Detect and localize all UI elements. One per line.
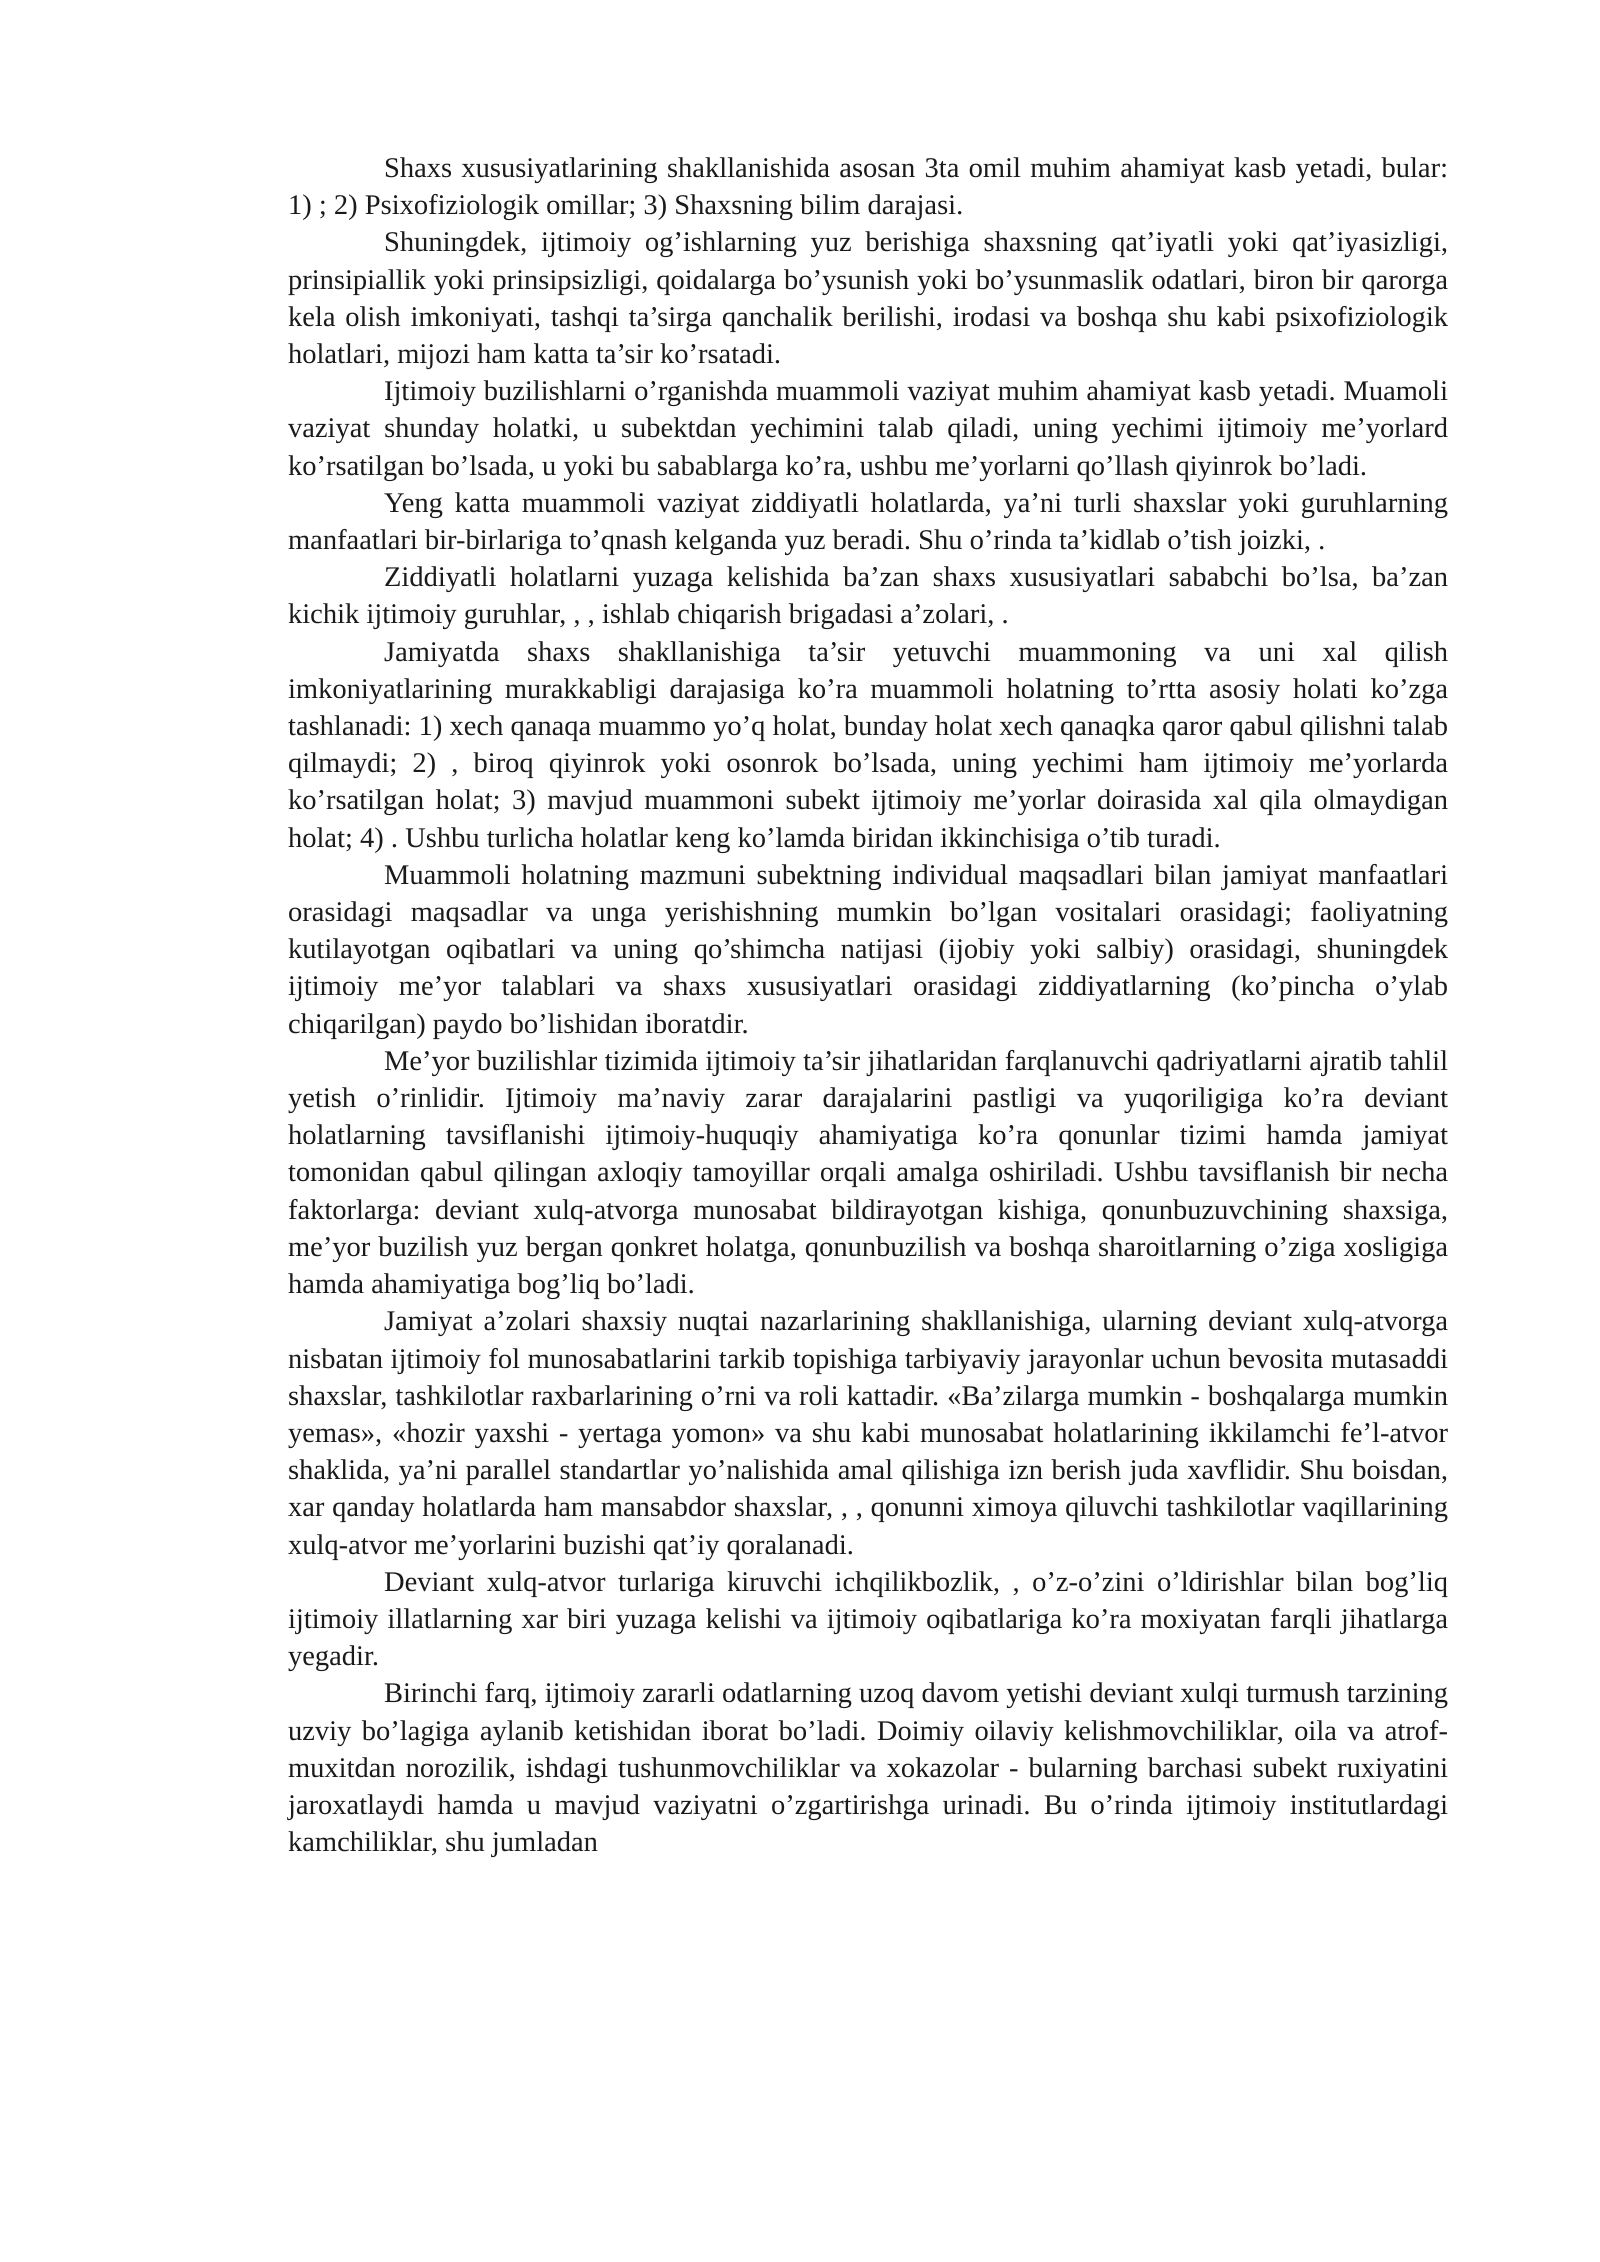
paragraph-3: Ijtimoiy buzilishlarni o’rganishda muammoli vaziyat muhim ahamiyat kasb yetadi. Muamoli vaziyat shunday holatki, u subektdan yechimini talab qiladi, uning yechimi ijtimoiy me’yorlard ko’rsatilgan bo’lsada, u yoki bu sabablarga ko’ra, ushbu me’yorlarni qo’llash qiyinrok bo’ladi.	[288, 376, 1448, 482]
paragraph-8: Me’yor buzilishlar tizimida ijtimoiy ta’sir jihatlaridan farqlanuvchi qadriyatlarni ajratib tahlil yetish o’rinlidir. Ijtimoiy ma’naviy zarar darajalarini pastligi va yuqoriligiga ko’ra deviant holatlarning tavsiflanishi ijtimoiy-huquqiy ahamiyatiga ko’ra qonunlar tizimi hamda jamiyat tomonidan qabul qilingan axloqiy tamoyillar orqali amalga oshiriladi. Ushbu tavsiflanish bir necha faktorlarga: deviant xulq-atvorga munosabat bildirayotgan kishiga, qonunbuzuvchining shaxsiga, me’yor buzilish yuz bergan qonkret holatga, qonunbuzilish va boshqa sharoitlarning o’ziga xosligiga hamda ahamiyatiga bog’liq bo’ladi.	[288, 1045, 1448, 1301]
paragraph-5: Ziddiyatli holatlarni yuzaga kelishida ba’zan shaxs xususiyatlari sababchi bo’lsa, ba’zan kichik ijtimoiy guruhlar, , , ishlab chiqarish brigadasi a’zolari, .	[288, 562, 1448, 631]
paragraph-10: Deviant xulq-atvor turlariga kiruvchi ichqilikbozlik, , o’z-o’zini o’ldirishlar bilan bog’liq ijtimoiy illatlarning xar biri yuzaga kelishi va ijtimoiy oqibatlariga ko’ra moxiyatan farqli jihatlarga yegadir.	[288, 1566, 1448, 1673]
paragraph-11: Birinchi farq, ijtimoiy zararli odatlarning uzoq davom yetishi deviant xulqi turmush tarzining uzviy bo’lagiga aylanib ketishidan iborat bo’ladi. Doimiy oilaviy kelishmovchiliklar, oila va atrof-muxitdan norozilik, ishdagi tushunmovchiliklar va xokazolar - bularning barchasi subekt ruxiyatini jaroxatlaydi hamda u mavjud vaziyatni o’zgartirishga urinadi. Bu o’rinda ijtimoiy institutlardagi kamchiliklar, shu jumladan	[288, 1678, 1448, 1859]
document-body	[288, 150, 1448, 1861]
paragraph-1: Shaxs xususiyatlarining shakllanishida asosan 3ta omil muhim ahamiyat kasb yetadi, bular: 1) ; 2) Psixofiziologik omillar; 3) Shaxsning bilim darajasi.	[288, 153, 1448, 222]
paragraph-2: Shuningdek, ijtimoiy og’ishlarning yuz berishiga shaxsning qat’iyatli yoki qat’iyasizligi, prinsipiallik yoki prinsipsizligi, qoidalarga bo’ysunish yoki bo’ysunmaslik odatlari, biron bir qarorga kela olish imkoniyati, tashqi ta’sirga qanchalik berilishi, irodasi va boshqa shu kabi psixofiziologik holatlari, mijozi ham katta ta’sir ko’rsatadi.	[288, 227, 1448, 371]
paragraph-7: Muammoli holatning mazmuni subektning individual maqsadlari bilan jamiyat manfaatlari orasidagi maqsadlar va unga yerishishning mumkin bo’lgan vositalari orasidagi; faoliyatning kutilayotgan oqibatlari va uning qo’shimcha natijasi (ijobiy yoki salbiy) orasidagi, shuningdek ijtimoiy me’yor talablari va shaxs xususiyatlari orasidagi ziddiyatlarning (ko’pincha o’ylab chiqarilgan) paydo bo’lishidan iboratdir.	[288, 859, 1448, 1040]
paragraph-6: Jamiyatda shaxs shakllanishiga ta’sir yetuvchi muammoning va uni xal qilish imkoniyatlarining murakkabligi darajasiga ko’ra muammoli holatning to’rtta asosiy holati ko’zga tashlanadi: 1) xech qanaqa muammo yo’q holat, bunday holat xech qanaqka qaror qabul qilishni talab qilmaydi; 2) , biroq qiyinrok yoki osonrok bo’lsada, uning yechimi ham ijtimoiy me’yorlarda ko’rsatilgan holat; 3) mavjud muammoni subekt ijtimoiy me’yorlar doirasida xal qila olmaydigan holat; 4) . Ushbu turlicha holatlar keng ko’lamda biridan ikkinchisiga o’tib turadi.	[288, 636, 1448, 854]
paragraph-9: Jamiyat a’zolari shaxsiy nuqtai nazarlarining shakllanishiga, ularning deviant xulq-atvorga nisbatan ijtimoiy fol munosabatlarini tarkib topishiga tarbiyaviy jarayonlar uchun bevosita mutasaddi shaxslar, tashkilotlar raxbarlarining o’rni va roli kattadir. «Ba’zilarga mumkin - boshqalarga mumkin yemas», «hozir yaxshi - yertaga yomon» va shu kabi munosabat holatlarining ikkilamchi fe’l-atvor shaklida, ya’ni parallel standartlar yo’nalishida amal qilishiga izn berish juda xavflidir. Shu boisdan, xar qanday holatlarda ham mansabdor shaxslar, , , qonunni ximoya qiluvchi tashkilotlar vaqillarining xulq-atvor me’yorlarini buzishi qat’iy qoralanadi.	[288, 1306, 1448, 1561]
paragraph-4: Yeng katta muammoli vaziyat ziddiyatli holatlarda, ya’ni turli shaxslar yoki guruhlarning manfaatlari bir-birlariga to’qnash kelganda yuz beradi. Shu o’rinda ta’kidlab o’tish joizki, .	[288, 487, 1448, 557]
